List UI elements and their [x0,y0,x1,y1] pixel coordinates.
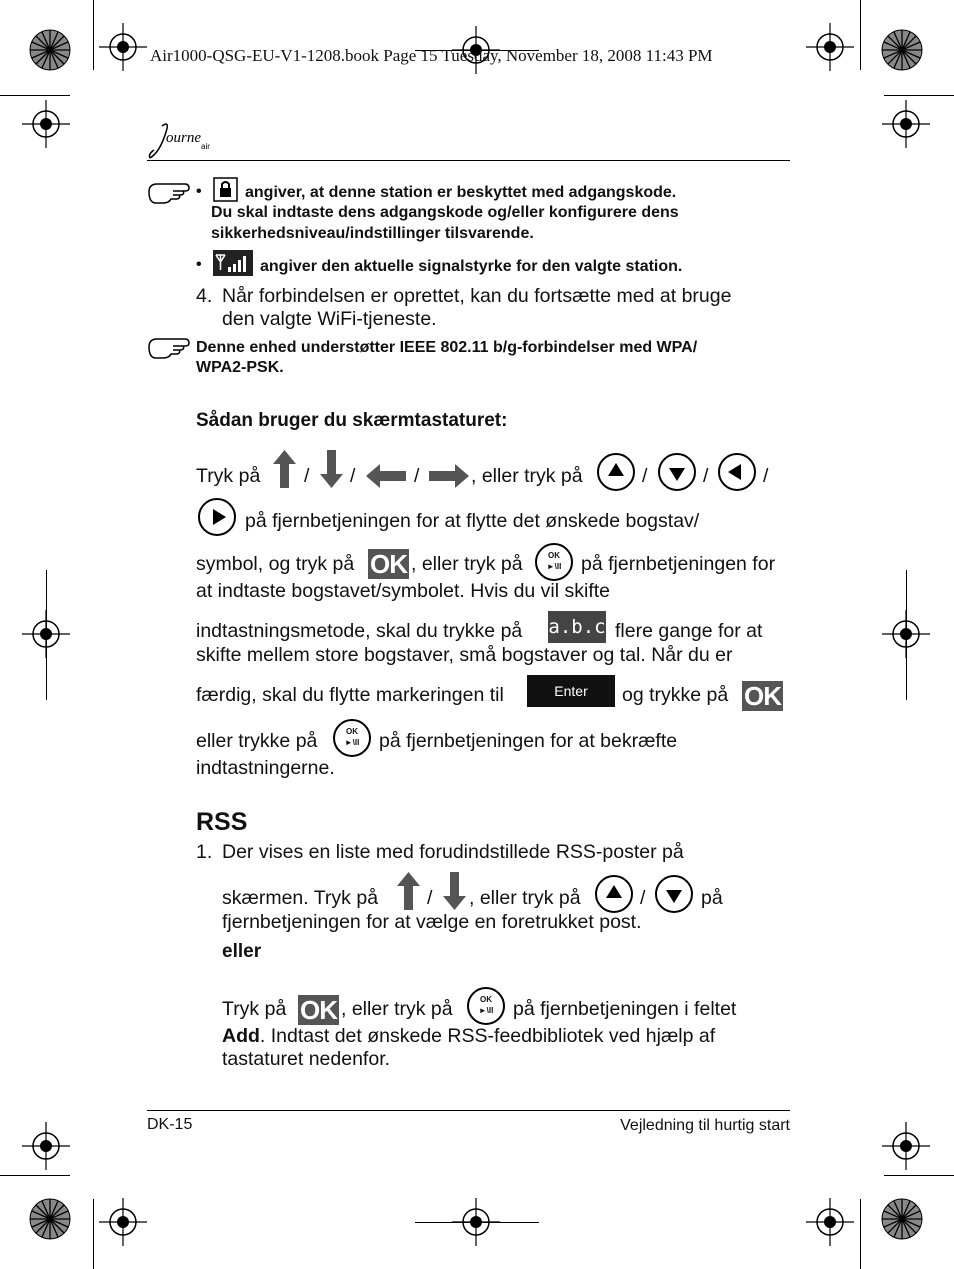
header-rule [147,160,790,161]
remote-left-button-icon [717,452,757,492]
abc-input-method-button: a.b.c [548,611,606,643]
arrow-left-icon [364,462,408,490]
ok-screen-button: OK [744,681,781,711]
remote-ok-play-pause-icon: OK ►\II [333,719,371,757]
remote-up-button-icon [594,874,634,914]
footer-rule [147,1110,790,1111]
remote-down-button-icon [654,874,694,914]
signal-strength-icon [213,250,253,276]
svg-text:air: air [201,142,210,151]
arrow-right-icon [427,462,471,490]
remote-right-button-icon [197,497,237,537]
note-hand-icon [147,335,191,361]
rss-heading: RSS [196,808,248,836]
journee-logo [148,118,238,162]
note-hand-icon [147,180,191,206]
ok-screen-button: OK [370,549,407,579]
arrow-up-icon [395,870,422,912]
remote-up-button-icon [596,452,636,492]
remote-down-button-icon [657,452,697,492]
remote-ok-play-pause-icon: OK ►\II [535,543,573,581]
lock-icon [213,177,239,203]
enter-key-button: Enter [527,675,615,707]
footer-title: Vejledning til hurtig start [620,1117,790,1134]
remote-ok-play-pause-icon: OK ►\II [467,987,505,1025]
arrow-up-icon [271,448,298,490]
ok-screen-button: OK [300,995,337,1025]
arrow-down-icon [441,870,468,912]
page-number: DK-15 [147,1116,193,1133]
arrow-down-icon [318,448,345,490]
print-header: Air1000-QSG-EU-V1-1208.book Page 15 Tuesday, November 18, 2008 11:43 PM [150,46,713,65]
keyboard-heading: Sådan bruger du skærmtastaturet: [196,410,508,431]
svg-text:ourne: ourne [166,130,201,146]
